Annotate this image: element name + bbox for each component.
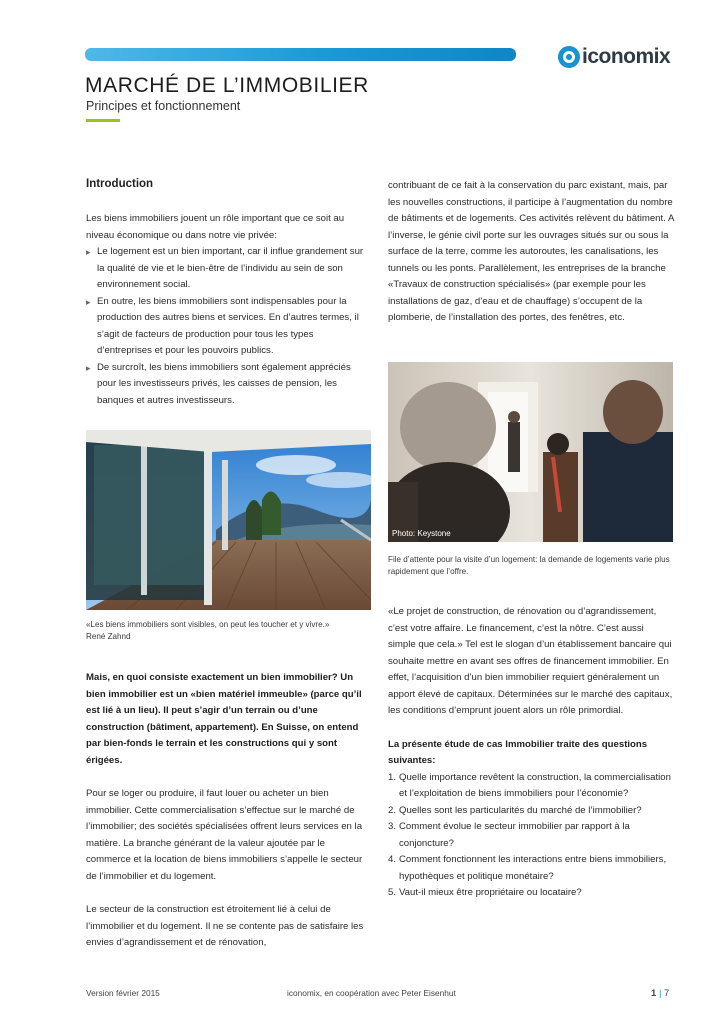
questions-heading: La présente étude de cas Immobilier traite des questions suivantes:	[388, 738, 648, 766]
page-subtitle: Principes et fonctionnement	[86, 99, 241, 113]
question-number: 1.	[388, 771, 397, 783]
question-text: Quelle importance revêtent la construction, la commercialisation et l’exploitation de biens immobiliers pour l’économie?	[399, 771, 671, 799]
intro-paragraph: Les biens immobiliers jouent un rôle important que ce soit au niveau économique ou dans notre vie privée:	[86, 213, 345, 241]
question-number: 4.	[388, 854, 397, 865]
terrace-photo	[86, 430, 371, 610]
question-number: 5.	[388, 887, 397, 898]
total-pages: 7	[664, 988, 670, 999]
page-title: MARCHÉ DE L’IMMOBILIER	[85, 74, 369, 97]
bullet-item: ▸ De surcroît, les biens immobiliers sont également appréciés pour les investisseurs privés, les caisses de pension, les banques et autres investisseurs.	[86, 360, 364, 410]
bold-paragraph: Mais, en quoi consiste exactement un bien immobilier? Un bien immobilier est un «bien matériel immeuble» (parce qu’il est lié à un lieu). Il peut s’agir d’un terrain ou d’une construction (bâtiment, appartement). En Suisse, on entend par bien-fonds le terrain et les constructions qui y sont érigées.	[86, 672, 362, 766]
question-item	[388, 852, 674, 885]
terrace-caption: «Les biens immobiliers sont visibles, on peut les toucher et y vivre.» René Zahnd	[86, 620, 330, 641]
question-item	[388, 770, 674, 803]
bullet-item: ▸ En outre, les biens immobiliers sont indispensables pour la production des autres biens et services. En d’autres termes, il s’agit de facteurs de production pour tous les types d’entreprises et pour les pouvoirs publics.	[86, 294, 364, 360]
questions-list	[388, 770, 674, 902]
section-heading-introduction: Introduction	[86, 178, 154, 190]
question-item	[388, 885, 674, 902]
queue-image	[388, 362, 673, 542]
question-item	[388, 803, 674, 820]
right-lower-block	[388, 604, 674, 902]
intro-block	[86, 211, 364, 409]
photo-credit: Photo: Keystone	[392, 529, 451, 538]
paragraph: Pour se loger ou produire, il faut louer ou acheter un bien immobilier. Cette commercialisation s’effectue sur le marché de l’immobilier; des sociétés spécialisées offrent leurs services en la matière. La branche générant de la valeur ajoutée par le commerce et la location de biens immobiliers s’appelle le secteur de l’immobilier et du logement.	[86, 788, 363, 882]
intro-bullet-list	[86, 244, 364, 409]
header-bar	[85, 48, 516, 61]
terrace-image	[86, 430, 371, 610]
question-number: 2.	[388, 804, 397, 816]
paragraph: Le secteur de la construction est étroitement lié à celui de l’immobilier et du logement. Il ne se contente pas de satisfaire les envies d’agrandissement et de rénovation,	[86, 904, 364, 948]
current-page: 1	[651, 988, 657, 999]
title-underline	[86, 119, 120, 122]
question-text: Quelles sont les particularités du marché de l’immobilier?	[399, 804, 642, 816]
question-text: Comment fonctionnent les interactions entre biens immobiliers, hypothèques et politique monétaire?	[399, 854, 667, 882]
footer-version: Version février 2015	[86, 988, 160, 998]
page-number	[651, 988, 669, 999]
logo-text: iconomix	[582, 45, 671, 68]
left-lower-block	[86, 670, 364, 952]
right-upper-block	[388, 178, 674, 327]
queue-caption: File d’attente pour la visite d’un logement: la demande de logements varie plus rapidement que l’offre.	[388, 555, 670, 576]
logo-ring-icon	[558, 46, 580, 68]
page-separator: |	[658, 988, 662, 999]
footer-credit: iconomix, en coopération avec Peter Eisenhut	[287, 988, 456, 998]
question-text: Comment évolue le secteur immobilier par rapport à la conjoncture?	[399, 821, 630, 849]
question-text: Vaut-il mieux être propriétaire ou locataire?	[399, 887, 582, 898]
iconomix-logo[interactable]	[558, 43, 670, 71]
question-number: 3.	[388, 821, 397, 832]
queue-photo	[388, 362, 673, 542]
bullet-item: ▸ Le logement est un bien important, car il influe grandement sur la qualité de vie et le bien-être de l’individu au sein de son environnement social.	[86, 244, 364, 294]
paragraph: contribuant de ce fait à la conservation du parc existant, mais, par les nouvelles constructions, il participe à l’augmentation du nombre de bâtiments et de logements. Ces activités relèvent du bâtiment. A l’inverse, le génie civil porte sur les ouvrages situés sur ou sous la surface de la terre, comme les autoroutes, les canalisations, les tunnels ou les ponts. Parallèlement, les entreprises de la branche «Travaux de construction spécialisés» (par exemple pour les installations de gaz, d’eau et de chauffage) s’occupent de la plomberie, de l’installation des portes, des fenêtres, etc.	[388, 180, 674, 323]
paragraph: «Le projet de construction, de rénovation ou d’agrandissement, c’est votre affaire. Le financement, c’est la nôtre. C’est aussi simple que cela.» Tel est le slogan d’un établissement bancaire qui souhaite mettre en avant ses offres de financement immobilier. En effet, l’acquisition d’un bien immobilier requiert généralement un apport élevé de capitaux. Déterminées sur le marché des capitaux, les conditions d’emprunt jouent alors un rôle primordial.	[388, 606, 673, 716]
question-item	[388, 819, 674, 852]
